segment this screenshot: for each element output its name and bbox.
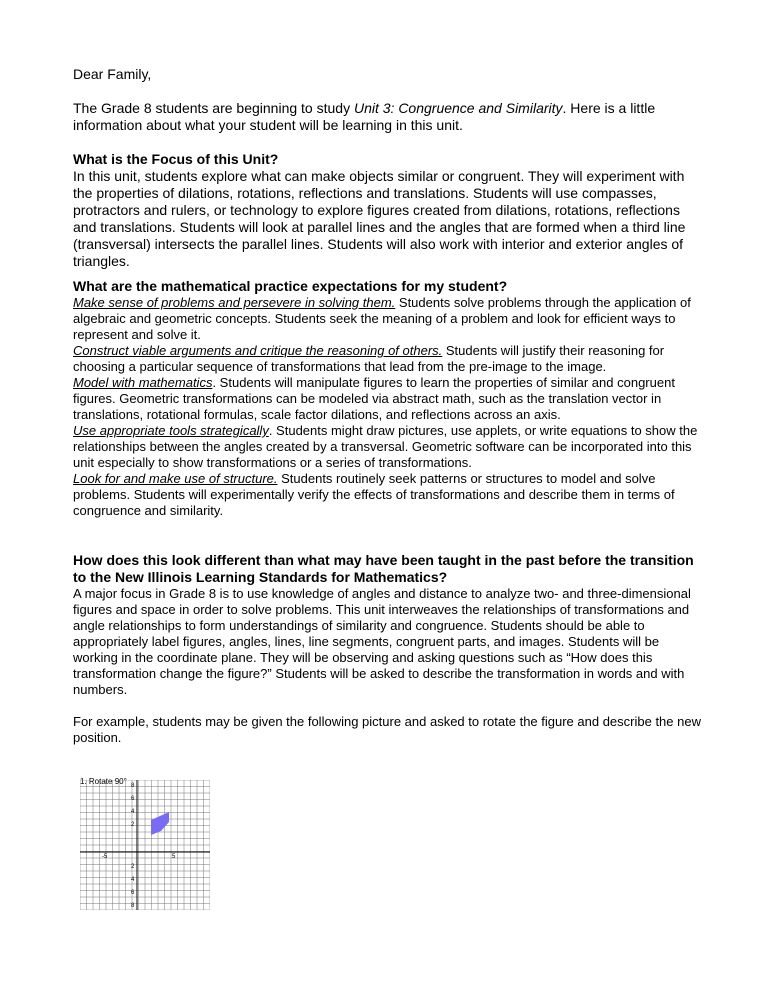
practice-title: Construct viable arguments and critique the reasoning of others. — [73, 343, 443, 358]
practice-text: . Students might draw pictures, use applets, or write equations to show the relationships between the angles created by a transversal. Geometric software can be incorporated into this unit especially to show transformations or a series of transformations. — [73, 423, 698, 470]
x-tick-label-positive: 5 — [172, 854, 176, 860]
practice-item — [73, 471, 701, 519]
unit-title: Unit 3: Congruence and Similarity — [353, 100, 563, 116]
letter-page — [73, 66, 701, 746]
focus-heading: What is the Focus of this Unit? — [73, 151, 279, 167]
intro-text-start: The Grade 8 students are beginning to study — [73, 100, 354, 116]
y-tick-label: 4 — [131, 877, 135, 883]
intro-text-end: . Here is a little information about what your student will be learning in this unit. — [73, 100, 656, 133]
intro-paragraph — [73, 100, 701, 134]
different-body: A major focus in Grade 8 is to use knowledge of angles and distance to analyze two- and three-dimensional figures and space in order to solve problems. This unit interweaves the relationships of transformations and angle relationships to form understandings of similarity and congruence. Students should be able to appropriately label figures, angles, lines, line segments, congruent parts, and images. Students will be working in the coordinate plane. They will be observing and asking questions such as “How does this transformation change the figure?” Students will be asked to describe the transformation in words and with numbers. — [73, 586, 691, 697]
practice-item — [73, 295, 701, 343]
y-tick-label: 6 — [131, 890, 135, 896]
practice-title: Model with mathematics — [73, 375, 213, 390]
y-tick-label: 6 — [131, 796, 135, 802]
practice-item — [73, 343, 701, 375]
figure-caption: 1. Rotate 90° — [80, 777, 127, 786]
coordinate-grid-figure — [80, 780, 210, 910]
practice-text: . Students will manipulate figures to learn the properties of similar and congruent figures. Geometric transformations can be modeled via abstract math, such as the translation vector in translations, rotational formulas, scale factor dilations, and reflections across an axis. — [73, 375, 675, 422]
y-tick-label: 2 — [131, 864, 135, 870]
y-tick-label: 4 — [131, 809, 135, 815]
practice-title: Look for and make use of structure. — [73, 471, 278, 486]
salutation: Dear Family, — [73, 66, 152, 82]
practice-text: Students will justify their reasoning for choosing a particular sequence of transformations that lead from the pre-image to the image. — [73, 343, 665, 374]
rotation-shape — [151, 812, 169, 835]
different-heading: How does this look different than what may have been taught in the past before the transition to the New Illinois Learning Standards for Mathematics? — [73, 552, 694, 585]
y-tick-label: 8 — [131, 903, 135, 909]
practice-text: Students solve problems through the application of algebraic and geometric concepts. Students seek the meaning of a problem and look for efficient ways to represent and solve it. — [73, 295, 691, 342]
grid-lines — [80, 780, 210, 910]
practice-item — [73, 423, 701, 471]
y-tick-label: 8 — [131, 783, 135, 789]
practice-item — [73, 375, 701, 423]
practice-title: Make sense of problems and persevere in solving them. — [73, 295, 396, 310]
practice-title: Use appropriate tools strategically — [73, 423, 269, 438]
x-tick-label-negative: -5 — [102, 854, 108, 860]
practices-heading: What are the mathematical practice expectations for my student? — [73, 278, 508, 294]
y-tick-labels — [131, 783, 135, 909]
y-tick-label: 2 — [131, 822, 135, 828]
example-text: For example, students may be given the following picture and asked to rotate the figure and describe the new position. — [73, 714, 701, 745]
practice-text: Students routinely seek patterns or structures to model and solve problems. Students will experimentally verify the effects of transformations and describe them in terms of congruence and similarity. — [73, 471, 675, 518]
focus-body: In this unit, students explore what can make objects similar or congruent. They will experiment with the properties of dilations, rotations, reflections and translations. Students will use compasses, protractors and rulers, or technology to explore figures created from dilations, rotations, reflections and translations. Students will look at parallel lines and the angles that are formed when a third line (transversal) intersects the parallel lines. Students will also work with interior and exterior angles of triangles. — [73, 168, 686, 269]
